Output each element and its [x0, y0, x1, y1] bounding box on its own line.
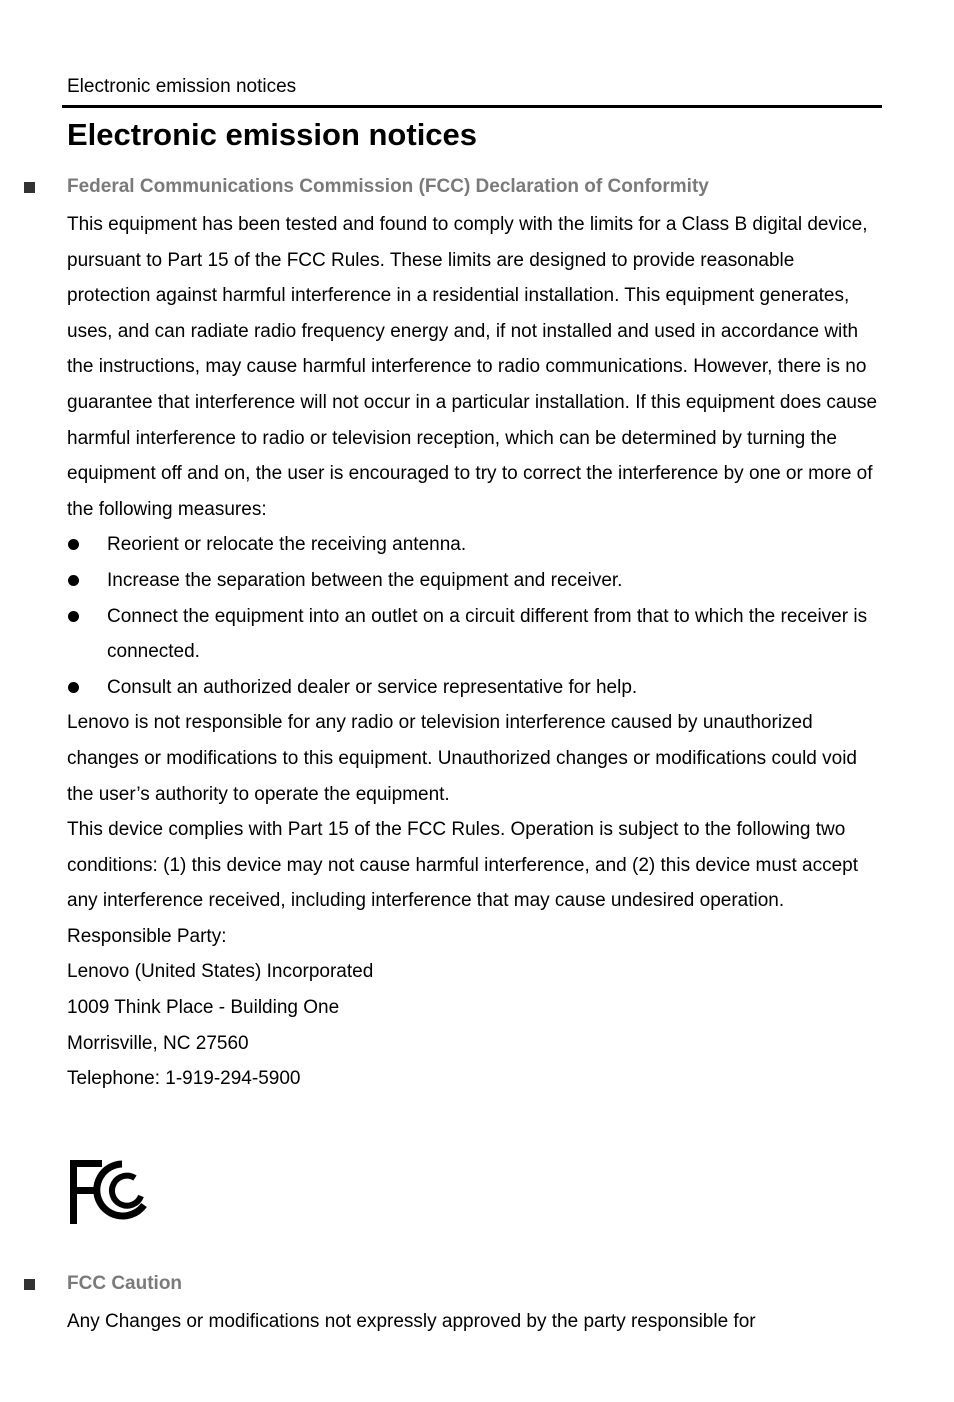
fcc-logo-icon [67, 1158, 149, 1226]
list-item: Increase the separation between the equipment and receiver. [67, 563, 882, 599]
square-bullet-icon [24, 1279, 35, 1290]
header-rule [62, 105, 882, 108]
fcc-declaration-body [67, 207, 882, 1097]
telephone: Telephone: 1-919-294-5900 [67, 1068, 301, 1090]
page-title: Electronic emission notices [67, 117, 478, 152]
bullet-dot-icon [68, 539, 79, 550]
square-bullet-icon [24, 182, 35, 193]
bullet-dot-icon [68, 575, 79, 586]
section-heading-fcc-caution: FCC Caution [67, 1273, 183, 1294]
running-header: Electronic emission notices [67, 76, 297, 97]
responsible-party-label: Responsible Party: [67, 925, 227, 947]
bullet-dot-icon [68, 682, 79, 693]
company-name: Lenovo (United States) Incorporated [67, 961, 374, 983]
list-item: Connect the equipment into an outlet on a circuit different from that to which the receiver is connected. [67, 599, 882, 670]
fcc-caution-body [67, 1304, 882, 1340]
list-item: Reorient or relocate the receiving antenna. [67, 527, 882, 563]
address-line-1: 1009 Think Place - Building One [67, 997, 340, 1019]
list-item: Consult an authorized dealer or service representative for help. [67, 670, 882, 706]
section-heading-fcc-declaration: Federal Communications Commission (FCC) Declaration of Conformity [67, 176, 709, 197]
bullet-dot-icon [68, 611, 79, 622]
address-line-2: Morrisville, NC 27560 [67, 1032, 249, 1054]
measures-list [67, 527, 882, 705]
liability-paragraph: Lenovo is not responsible for any radio or television interference caused by unauthorized changes or modifications to this equipment. Unauthorized changes or modifications could void the user’s authority to operate the equipment. [67, 712, 858, 805]
caution-paragraph: Any Changes or modifications not expressly approved by the party responsible for [67, 1311, 756, 1332]
compliance-paragraph: This device complies with Part 15 of the FCC Rules. Operation is subject to the following two conditions: (1) this device may not cause harmful interference, and (2) this device must accept any interference received, including interference that may cause undesired operation. [67, 819, 858, 912]
intro-paragraph: This equipment has been tested and found to comply with the limits for a Class B digital device, pursuant to Part 15 of the FCC Rules. These limits are designed to provide reasonable protection against harmful interference in a residential installation. This equipment generates, uses, and can radiate radio frequency energy and, if not installed and used in accordance with the instructions, may cause harmful interference to radio communications. However, there is no guarantee that interference will not occur in a particular installation. If this equipment does cause harmful interference to radio or television reception, which can be determined by turning the equipment off and on, the user is encouraged to try to correct the interference by one or more of the following measures: [67, 214, 878, 520]
